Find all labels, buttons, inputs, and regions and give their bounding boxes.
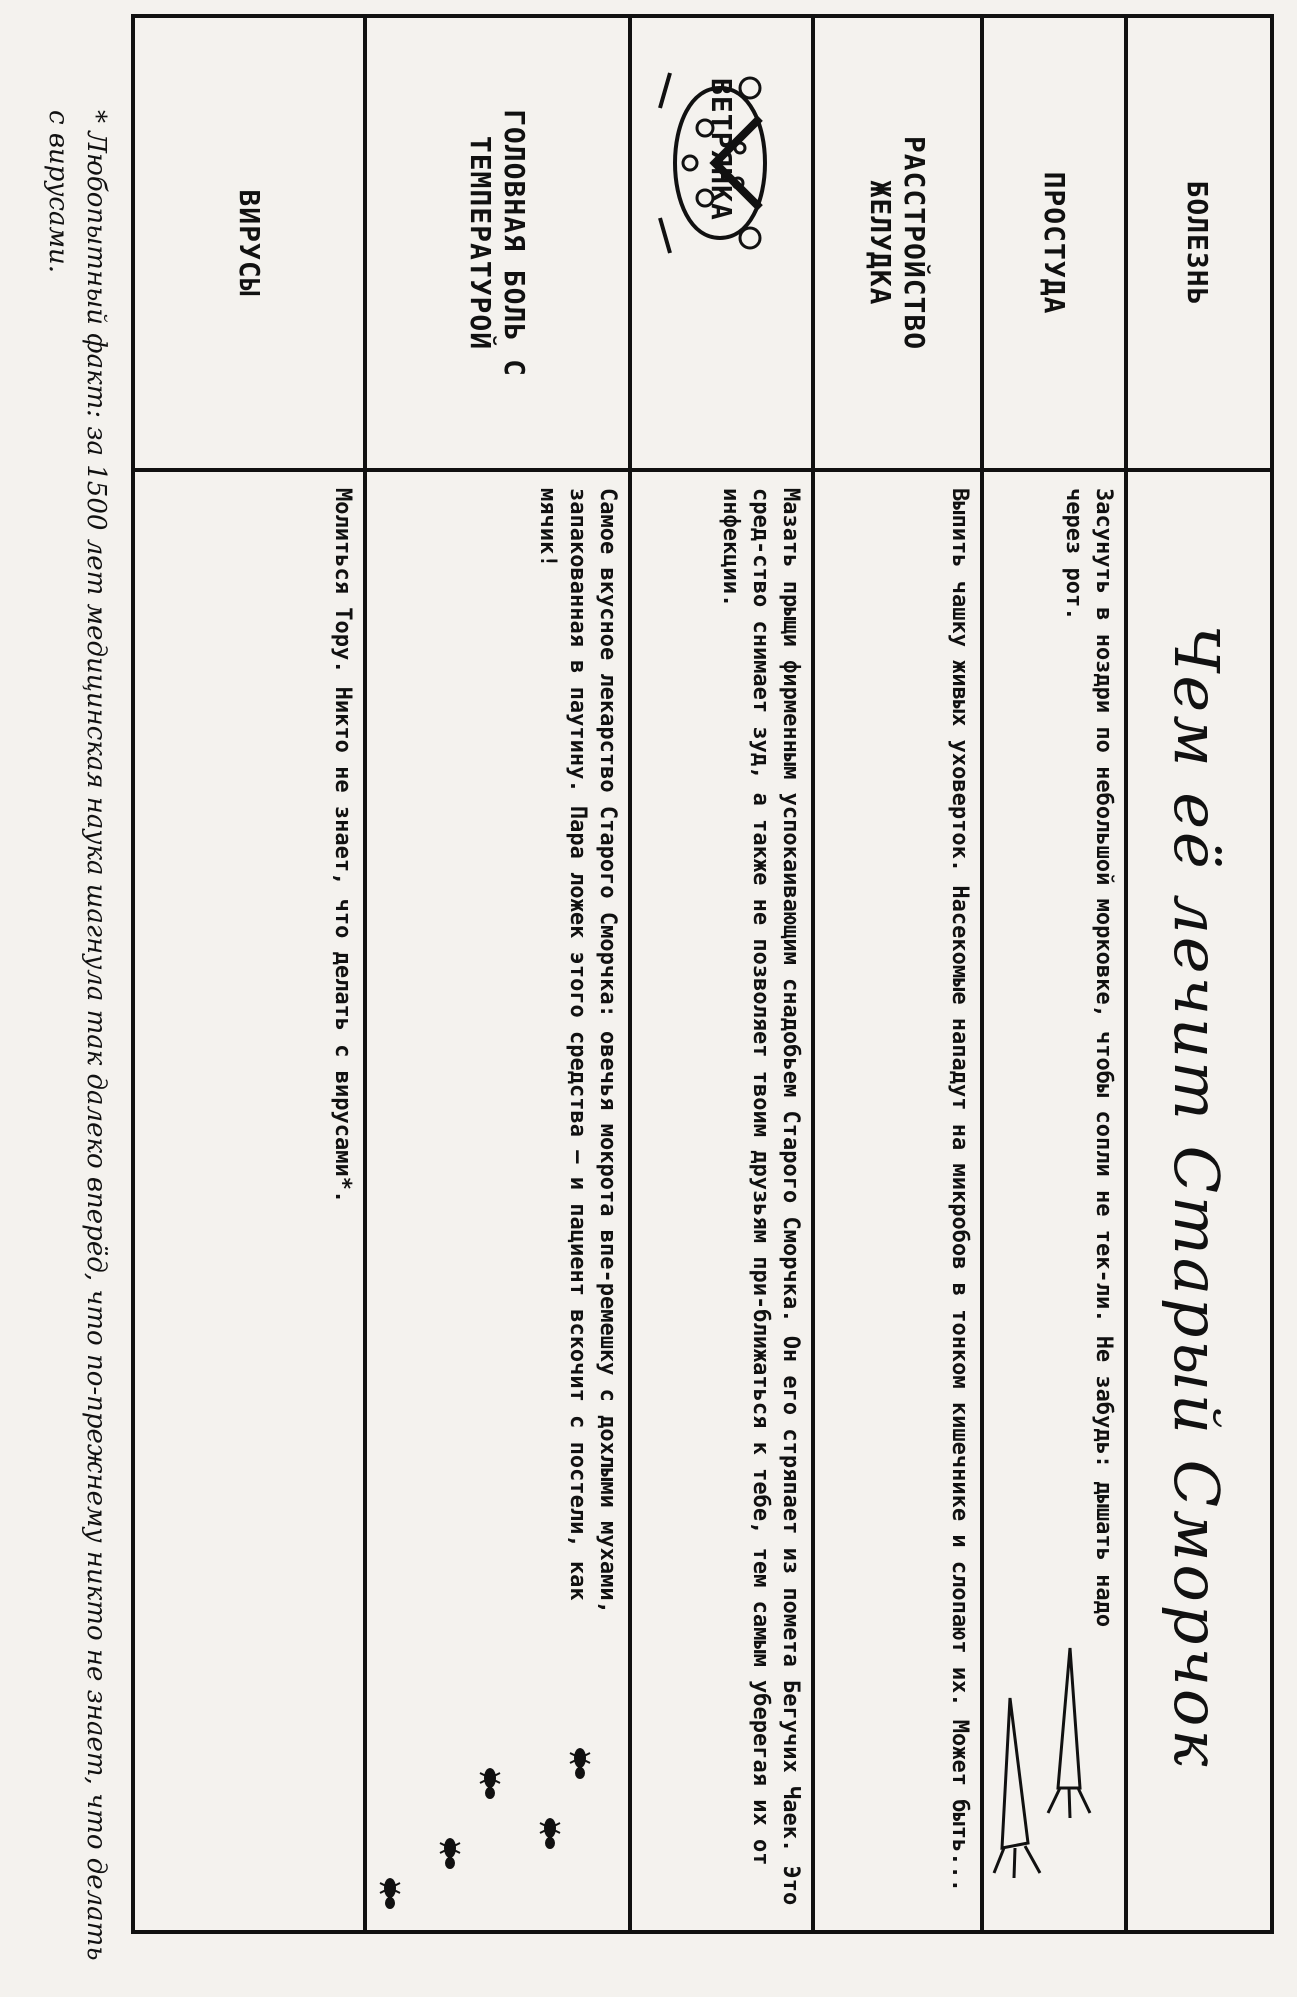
table-title: Чем её лечит Старый Сморчок xyxy=(1160,624,1234,1770)
disease-cold: ПРОСТУДА xyxy=(1038,171,1071,315)
carrot-icon xyxy=(990,1638,1120,1898)
header-disease-label: БОЛЕЗНЬ xyxy=(1181,180,1214,306)
disease-chickenpox: ВЕТРЯНКА xyxy=(705,78,739,221)
pimple-face-icon xyxy=(640,68,800,258)
remedy-chickenpox: Мазать прыщи фирменным успокаивающим снадобьем Старого Сморчка. Он его стряпает из помета Бегучих Чаек. Это сред-ство снимает зуд, а также не позволяет твоим друзьям при-ближаться к тебе, тем самым уберегая их от инфекции. xyxy=(718,488,803,1906)
disease-headache: ГОЛОВНАЯ БОЛЬ С ТЕМПЕРАТУРОЙ xyxy=(464,109,532,377)
footnote: * Любопытный факт: за 1500 лет медицинская наука шагнула так далеко вперёд, что по-прежнему никто не знает, что делать с вирусами. xyxy=(43,110,111,1961)
remedies-table xyxy=(131,14,1274,1934)
ant-icon xyxy=(370,1718,620,1918)
remedy-headache: Самое вкусное лекарство Старого Сморчка: овечья мокрота впе-ремешку с дохлыми мухами, запакованная в паутину. Пара ложек этого средства — и пациент вскочит с постели, как мячик! xyxy=(535,488,620,1614)
remedy-stomach: Выпить чашку живых уховерток. Насекомые нападут на микробов в тонком кишечнике и слопают их. Может быть... xyxy=(947,488,972,1892)
disease-stomach: РАССТРОЙСТВО ЖЕЛУДКА xyxy=(864,135,932,351)
remedy-cold: Засунуть в ноздри по небольшой морковке, чтобы сопли не тек-ли. Не забудь: дышать надо через рот. xyxy=(1061,488,1116,1628)
disease-viruses: ВИРУСЫ xyxy=(233,189,266,297)
remedy-viruses: Молиться Тору. Никто не знает, что делать с вирусами*. xyxy=(330,488,355,1204)
